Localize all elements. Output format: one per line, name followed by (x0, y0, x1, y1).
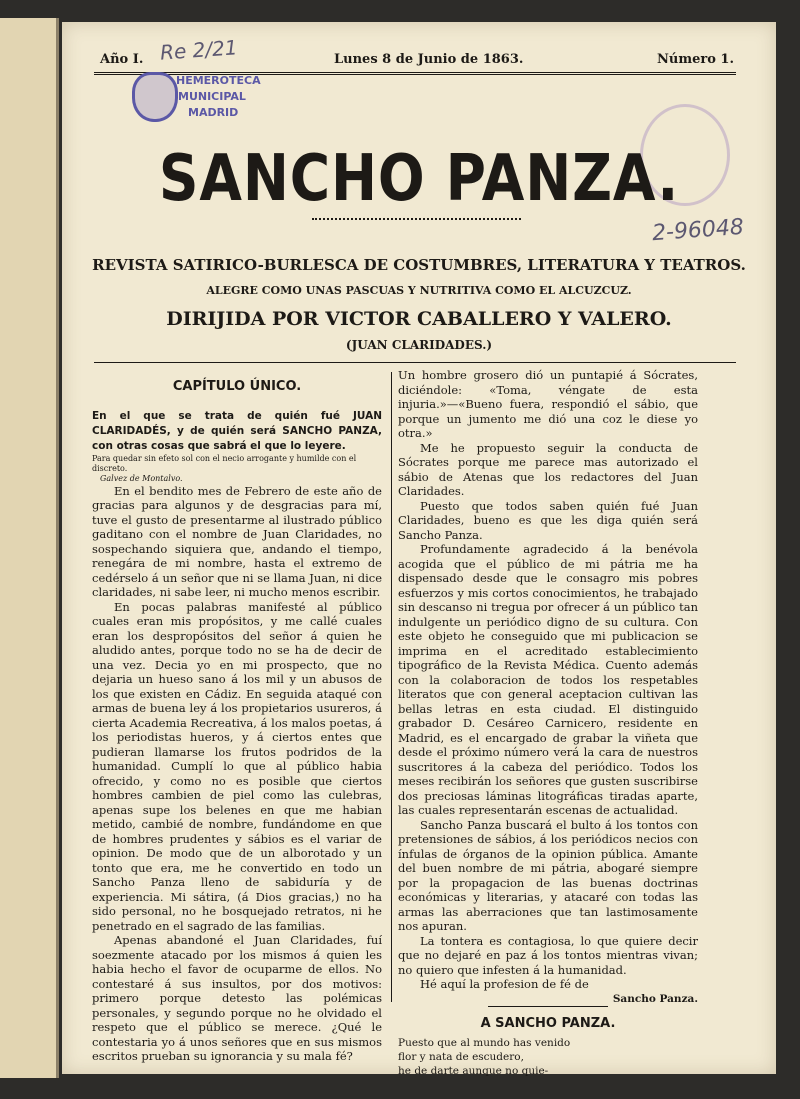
paragraph: En pocas palabras manifesté al público cuales eran mis propósitos, y me callé cuales eran los despropósitos del señor á quien he aludido antes, porque todo no se ha de decir de una vez. Decia yo en mi prospecto, que no dejaria un hueso sano á los mil y un abusos de los que existen en Cádiz. En seguida ataqué con armas de buena ley á los propietarios usureros, á cierta Academia Recreativa, á los malos poetas, á los periodistas hueros, y á ciertos entes que pudieran llamarse los frutos podridos de la humanidad. Cumplí lo que al público habia ofrecido, y como no es posible que ciertos hombres cambien de piel como las culebras, apenas supe los belenes en que me habian metido, cambié de nombre, fundándome en que de hombres prudentes y sábios es el variar de opinion. De modo que de un alborotado y un tonto que era, me he convertido en todo un Sancho Panza lleno de sabiduría y de experiencia. Mi sátira, (á Dios gracias,) no ha sido personal, no he bosquejado retratos, ni he penetrado en el sagrado de las familias. (92, 599, 382, 933)
registry-handwriting: 2-96048 (651, 214, 745, 247)
pseudonym: (JUAN CLARIDADES.) (345, 338, 493, 352)
paragraph: Profundamente agradecido á la benévola acogida que el público de mi pátria me ha dispensado desde que le consagro mis pobres esfuerzos y mis cortos conocimientos, he trabajado sin descanso ni tregua por ofrecer á un público tan indulgente un periódico digno de su cultura. Con este objeto he conseguido que mi publicacion se imprima en el acreditado establecimiento tipográfico de la Revista Médica. Cuento además con la colaboracion de todos los respetables literatos que con general aceptacion cultivan las bellas letras en esta ciudad. El distinguido grabador D. Cesáreo Carnicero, residente en Madrid, es el encargado de grabar la viñeta que desde el próximo número verá la cara de nuestros suscritores á la cabeza del periódico. Todos los meses recibirán los señores que gusten suscribirse dos preciosas láminas litográficas tiradas aparte, las cuales representarán escenas de actualidad. (398, 542, 698, 817)
tagline: ALEGRE COMO UNAS PASCUAS Y NUTRITIVA COMO EL ALCUZCUZ. (206, 284, 632, 297)
column-divider (391, 372, 392, 1002)
paragraph: La tontera es contagiosa, lo que quiere decir que no dejaré en paz á los tontos mientras vivan; no quiero que infesten á la humanidad. (398, 933, 698, 977)
poem-text: Puesto que al mundo has venido flor y nata de escudero, he de darte aunque no quie- (398, 1036, 571, 1077)
chapter-summary: En el que se trata de quién fué JUAN CLARIDADÉS, y de quién será SANCHO PANZA, con otras cosas que sabrá el que lo leyere. (92, 409, 382, 452)
issue-number: Número 1. (657, 52, 734, 67)
director-line: DIRIJIDA POR VICTOR CABALLERO Y VALERO. (166, 308, 672, 330)
paragraph: Puesto que todos saben quién fué Juan Claridades, bueno es que les diga quién será Sancho Panza. (398, 498, 698, 542)
paragraph: Un hombre grosero dió un puntapié á Sócrates, diciéndole: «Toma, véngate de esta injuria.»—«Bueno fuera, respondió el sábio, que porque un jumento me dió una coz le diese yo otra.» (398, 368, 698, 440)
poem-heading: A SANCHO PANZA. (480, 1016, 616, 1031)
paragraph: Me he propuesto seguir la conducta de Sócrates porque me parece mas autorizado el sábio de Atenas que los redactores del Juan Claridades. (398, 440, 698, 498)
newspaper-page (62, 22, 776, 1077)
stamp-line-1: HEMEROTECA (176, 74, 261, 87)
coat-of-arms-icon (132, 72, 178, 122)
signature: Sancho Panza. (612, 992, 698, 1005)
catalog-handwriting: Re 2/21 (159, 35, 239, 65)
header-rule (94, 362, 736, 363)
epigraph-author: Galvez de Montalvo. (100, 473, 183, 483)
library-stamp (132, 70, 262, 128)
stamp-line-3: MADRID (188, 106, 239, 119)
chapter-heading: CAPÍTULO ÚNICO. (172, 379, 302, 394)
left-column (92, 368, 382, 1064)
issue-date: Lunes 8 de Junio de 1863. (334, 52, 524, 67)
subtitle: REVISTA SATIRICO-BURLESCA DE COSTUMBRES, LITERATURA Y TEATROS. (92, 256, 746, 274)
title-ornament (312, 218, 521, 220)
newspaper-title: SANCHO PANZA. (158, 142, 680, 216)
right-column (398, 368, 698, 1078)
paragraph: Sancho Panza buscará el bulto á los tontos con pretensiones de sábios, á los periódicos necios con ínfulas de órganos de la opinion pública. Amante del buen nombre de mi pátria, abogaré siempre por la propagacion de las buenas doctrinas económicas y literarias, y atacaré con todas las armas las aberraciones que tan lastimosamente nos apuran. (398, 817, 698, 933)
paragraph: Hé aquí la profesion de fé de (420, 977, 589, 991)
stamp-line-2: MUNICIPAL (178, 90, 246, 103)
section-rule (488, 1006, 608, 1007)
year-label: Año I. (100, 52, 144, 67)
paragraph: En el bendito mes de Febrero de este año de gracias para algunos y de desgracias para mí, tuve el gusto de presentarme al ilustrado público gaditano con el nombre de Juan Claridades, no sospechando siquiera que, andando el tiempo, renegára de mi nombre, hasta el extremo de cedérselo á un señor que ni se llama Juan, ni dice claridades, ni sabe leer, ni mucho menos escribir. (92, 483, 382, 599)
epigraph-text: Para quedar sin efeto sol con el necio arrogante y humilde con el discreto. (92, 453, 357, 473)
epigraph (92, 454, 382, 484)
paragraph: Apenas abandoné el Juan Claridades, fuí soezmente atacado por los mismos á quien les habia hecho el favor de ocuparme de ellos. No contestaré á sus insultos, por dos motivos: primero porque detesto las polémicas personales, y segundo porque no he olvidado el respeto que el público se merece. ¿Qué le contestaria yo á unos señores que en sus mismos escritos prueban su ignorancia y su mala fé? (92, 933, 382, 1063)
adjacent-page-edge (0, 18, 59, 1078)
